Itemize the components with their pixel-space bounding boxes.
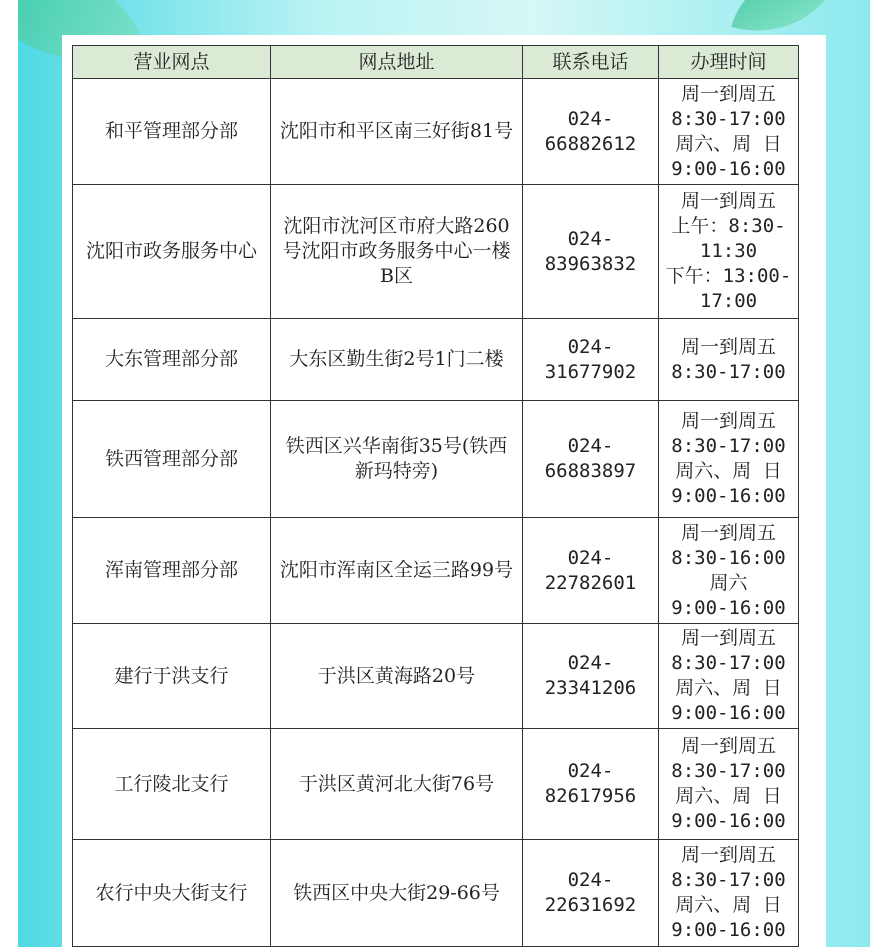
hours-line: 8:30-16:00: [671, 546, 786, 569]
outlet-address: [271, 319, 523, 401]
outlet-hours: [659, 401, 799, 518]
hours-line: 9:00-16:00: [671, 157, 786, 180]
outlet-hours: [659, 185, 799, 319]
outlet-address: [271, 518, 523, 624]
hours-line: 8:30-17:00: [671, 107, 786, 130]
outlet-address: [271, 840, 523, 947]
hours-line: 周一到周五: [680, 190, 776, 212]
hours-line: 周一到周五: [680, 844, 776, 866]
outlet-phone: 024-66883897: [523, 401, 659, 518]
address-line: 于洪区黄河北大街76号: [298, 772, 495, 795]
hours-line: 8:30-17:00: [671, 869, 786, 891]
address-line: 大东区勤生街2号1门二楼: [289, 348, 504, 370]
outlet-address: [271, 729, 523, 840]
address-line: 于洪区黄海路20号: [317, 664, 476, 687]
hours-line: 周一到周五: [680, 410, 776, 432]
outlet-name: 大东管理部分部: [73, 319, 271, 401]
hours-line: 周一到周五: [680, 82, 776, 105]
table-row: [73, 840, 799, 947]
hours-line: 周六、周 日: [675, 894, 782, 916]
content-card: [62, 35, 826, 947]
hours-line: 9:00-16:00: [671, 702, 786, 724]
address-line: 号沈阳市政务服务中心一楼: [282, 240, 511, 262]
hours-line: 周一到周五: [680, 521, 776, 544]
outlet-name: 浑南管理部分部: [73, 518, 271, 624]
outlet-name: 农行中央大街支行: [73, 840, 271, 947]
address-line: 铁西区中央大街29-66号: [293, 881, 500, 904]
address-line: 沈阳市沈河区市府大路260: [283, 215, 510, 237]
header-phone: 联系电话: [523, 46, 659, 79]
table-row: [73, 624, 799, 729]
hours-line: 周一到周五: [680, 735, 776, 757]
address-line: 新玛特旁): [354, 460, 439, 482]
hours-line: 8:30-17:00: [671, 360, 786, 383]
hours-line: 9:00-16:00: [671, 919, 786, 941]
outlet-phone: 024-23341206: [523, 624, 659, 729]
hours-line: 8:30-17:00: [671, 760, 786, 782]
table-row: [73, 319, 799, 401]
hours-line: 周一到周五: [680, 627, 776, 649]
outlet-phone: 024-66882612: [523, 79, 659, 185]
hours-line: 周六、周 日: [675, 460, 782, 482]
outlet-phone: 024-22782601: [523, 518, 659, 624]
table-header-row: [73, 46, 799, 79]
header-address: 网点地址: [271, 46, 523, 79]
outlet-name: 建行于洪支行: [73, 624, 271, 729]
outlet-name: 和平管理部分部: [73, 79, 271, 185]
service-outlets-table: [72, 45, 799, 947]
outlet-name: 沈阳市政务服务中心: [73, 185, 271, 319]
outlet-address: [271, 624, 523, 729]
outlet-name: 铁西管理部分部: [73, 401, 271, 518]
outlet-hours: [659, 319, 799, 401]
hours-line: 11:30: [699, 240, 758, 262]
hours-line: 周六: [709, 571, 748, 594]
outlet-address: [271, 185, 523, 319]
header-outlet: 营业网点: [73, 46, 271, 79]
outlet-phone: 024-82617956: [523, 729, 659, 840]
header-hours: 办理时间: [659, 46, 799, 79]
hours-line: 9:00-16:00: [671, 810, 786, 832]
table-row: [73, 401, 799, 518]
outlet-name: 工行陵北支行: [73, 729, 271, 840]
address-line: 沈阳市和平区南三好街81号: [279, 120, 514, 142]
address-line: 铁西区兴华南街35号(铁西: [285, 435, 508, 457]
hours-line: 周六、周 日: [675, 677, 782, 699]
outlet-phone: 024-83963832: [523, 185, 659, 319]
outlet-phone: 024-31677902: [523, 319, 659, 401]
hours-line: 周一到周五: [680, 335, 776, 358]
outlet-hours: [659, 79, 799, 185]
hours-line: 上午：8:30-: [671, 215, 786, 237]
hours-line: 9:00-16:00: [671, 485, 786, 507]
outlet-address: [271, 401, 523, 518]
hours-line: 8:30-17:00: [671, 435, 786, 457]
table-row: [73, 185, 799, 319]
hours-line: 周六、周 日: [675, 132, 782, 155]
table-row: [73, 79, 799, 185]
address-line: 沈阳市浑南区全运三路99号: [279, 559, 514, 581]
outlet-phone: 024-22631692: [523, 840, 659, 947]
hours-line: 9:00-16:00: [671, 596, 786, 619]
outlet-hours: [659, 624, 799, 729]
address-line: B区: [380, 265, 413, 287]
hours-line: 17:00: [699, 290, 758, 312]
table-row: [73, 518, 799, 624]
outlet-hours: [659, 518, 799, 624]
outlet-hours: [659, 840, 799, 947]
outlet-address: [271, 79, 523, 185]
outlet-hours: [659, 729, 799, 840]
hours-line: 8:30-17:00: [671, 652, 786, 674]
hours-line: 周六、周 日: [675, 785, 782, 807]
table-row: [73, 729, 799, 840]
hours-line: 下午：13:00-: [665, 265, 792, 287]
